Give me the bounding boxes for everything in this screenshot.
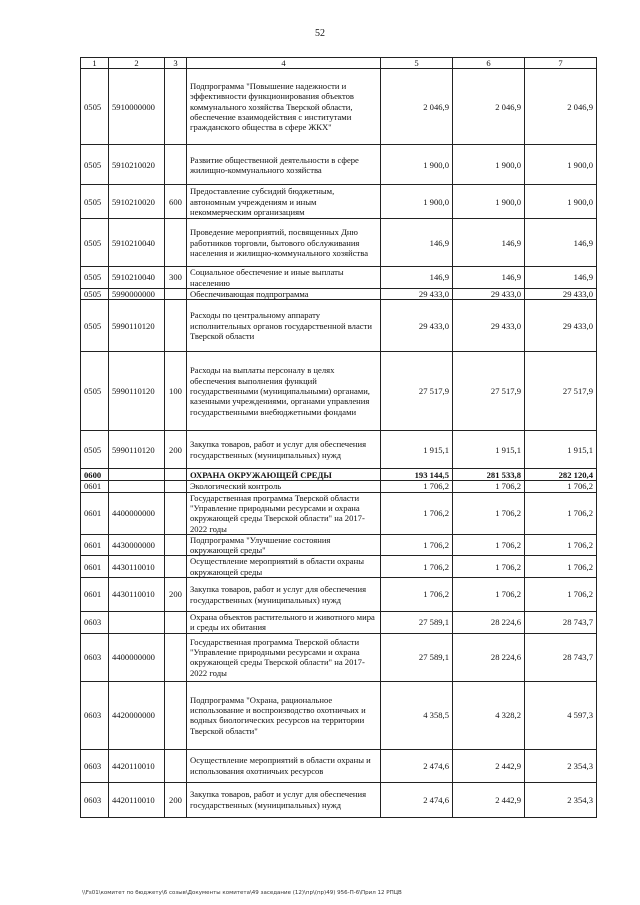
cell-value-year3: 28 743,7 [525, 612, 597, 634]
cell-value-year2: 2 442,9 [453, 749, 525, 782]
header-col-6: 6 [453, 58, 525, 69]
cell-target-article: 4430000000 [109, 534, 165, 556]
cell-target-article: 5910210020 [109, 185, 165, 219]
cell-value-year3: 1 900,0 [525, 145, 597, 185]
table-row [81, 267, 597, 289]
cell-section: 0603 [81, 681, 109, 749]
cell-value-year1: 2 474,6 [381, 782, 453, 817]
cell-value-year1: 1 900,0 [381, 185, 453, 219]
cell-value-year3: 2 354,3 [525, 749, 597, 782]
cell-value-year2: 28 224,6 [453, 633, 525, 681]
page-number: 52 [315, 28, 325, 39]
cell-section: 0505 [81, 219, 109, 267]
table-row [81, 185, 597, 219]
table-row [81, 69, 597, 145]
table-row [81, 681, 597, 749]
table-row [81, 145, 597, 185]
cell-expense-type: 100 [165, 352, 187, 431]
cell-section: 0505 [81, 185, 109, 219]
cell-target-article: 4430110010 [109, 578, 165, 612]
header-col-2: 2 [109, 58, 165, 69]
cell-value-year1: 1 706,2 [381, 481, 453, 492]
cell-section: 0603 [81, 612, 109, 634]
cell-value-year1: 4 358,5 [381, 681, 453, 749]
cell-section: 0603 [81, 782, 109, 817]
cell-description: Закупка товаров, работ и услуг для обеспечения государственных (муниципальных) нужд [187, 431, 381, 469]
cell-value-year3: 146,9 [525, 267, 597, 289]
cell-target-article [109, 481, 165, 492]
cell-section: 0505 [81, 300, 109, 352]
cell-value-year1: 27 517,9 [381, 352, 453, 431]
cell-value-year3: 2 046,9 [525, 69, 597, 145]
table-body [81, 69, 597, 817]
table-row [81, 556, 597, 578]
cell-value-year1: 29 433,0 [381, 288, 453, 299]
cell-value-year1: 1 706,2 [381, 556, 453, 578]
cell-target-article: 4430110010 [109, 556, 165, 578]
cell-description: Расходы по центральному аппарату исполнительных органов государственной власти Тверской области [187, 300, 381, 352]
cell-value-year1: 146,9 [381, 219, 453, 267]
cell-value-year2: 29 433,0 [453, 300, 525, 352]
cell-value-year1: 193 144,5 [381, 469, 453, 481]
cell-value-year1: 1 706,2 [381, 534, 453, 556]
cell-value-year2: 1 900,0 [453, 145, 525, 185]
cell-value-year3: 1 706,2 [525, 481, 597, 492]
cell-value-year2: 146,9 [453, 267, 525, 289]
cell-expense-type: 200 [165, 431, 187, 469]
cell-value-year2: 27 517,9 [453, 352, 525, 431]
cell-target-article: 4400000000 [109, 633, 165, 681]
cell-description: Государственная программа Тверской области "Управление природными ресурсами и охрана окружающей среды Тверской области" на 2017-2022 годы [187, 492, 381, 534]
cell-expense-type [165, 749, 187, 782]
cell-target-article: 5990110120 [109, 352, 165, 431]
cell-value-year1: 27 589,1 [381, 633, 453, 681]
cell-target-article: 5910210020 [109, 145, 165, 185]
cell-value-year2: 1 915,1 [453, 431, 525, 469]
cell-section: 0600 [81, 469, 109, 481]
cell-value-year3: 4 597,3 [525, 681, 597, 749]
cell-section: 0601 [81, 481, 109, 492]
cell-value-year2: 4 328,2 [453, 681, 525, 749]
cell-expense-type [165, 681, 187, 749]
table-row [81, 578, 597, 612]
table-row [81, 431, 597, 469]
file-path-footer: \\Fs01\комитет по бюджету\6 созыв\Документы комитета\49 заседание (12)\пр\(пр)49) 956-П-6\Прил 12 РПЦВ [82, 890, 402, 896]
cell-expense-type [165, 534, 187, 556]
cell-expense-type [165, 556, 187, 578]
cell-value-year3: 1 900,0 [525, 185, 597, 219]
cell-description: Охрана объектов растительного и животного мира и среды их обитания [187, 612, 381, 634]
header-col-1: 1 [81, 58, 109, 69]
cell-description: Социальное обеспечение и иные выплаты населению [187, 267, 381, 289]
table-row [81, 288, 597, 299]
cell-description: ОХРАНА ОКРУЖАЮЩЕЙ СРЕДЫ [187, 469, 381, 481]
cell-section: 0603 [81, 749, 109, 782]
cell-value-year2: 1 900,0 [453, 185, 525, 219]
cell-value-year2: 146,9 [453, 219, 525, 267]
cell-section: 0505 [81, 352, 109, 431]
cell-target-article [109, 612, 165, 634]
cell-value-year3: 1 706,2 [525, 556, 597, 578]
table-row [81, 481, 597, 492]
cell-value-year1: 1 915,1 [381, 431, 453, 469]
cell-expense-type [165, 481, 187, 492]
cell-expense-type [165, 288, 187, 299]
header-col-4: 4 [187, 58, 381, 69]
cell-value-year1: 1 706,2 [381, 578, 453, 612]
cell-description: Осуществление мероприятий в области охраны окружающей среды [187, 556, 381, 578]
table-row [81, 469, 597, 481]
cell-section: 0601 [81, 492, 109, 534]
cell-expense-type [165, 633, 187, 681]
cell-target-article: 5990110120 [109, 300, 165, 352]
cell-expense-type: 300 [165, 267, 187, 289]
cell-value-year3: 2 354,3 [525, 782, 597, 817]
cell-expense-type [165, 492, 187, 534]
cell-target-article: 5910000000 [109, 69, 165, 145]
cell-value-year2: 1 706,2 [453, 481, 525, 492]
header-col-7: 7 [525, 58, 597, 69]
table-row [81, 612, 597, 634]
cell-value-year3: 29 433,0 [525, 288, 597, 299]
cell-description: Обеспечивающая подпрограмма [187, 288, 381, 299]
cell-value-year2: 1 706,2 [453, 534, 525, 556]
cell-value-year3: 1 706,2 [525, 492, 597, 534]
header-col-3: 3 [165, 58, 187, 69]
cell-target-article: 4420000000 [109, 681, 165, 749]
budget-table [80, 57, 597, 818]
cell-description: Подпрограмма "Улучшение состояния окружающей среды" [187, 534, 381, 556]
cell-value-year3: 1 706,2 [525, 534, 597, 556]
cell-description: Расходы на выплаты персоналу в целях обеспечения выполнения функций государственными (муниципальными) органами, казенными учреждениями, органами управления государственными внебюджетными фондами [187, 352, 381, 431]
cell-value-year3: 1 706,2 [525, 578, 597, 612]
cell-target-article: 4400000000 [109, 492, 165, 534]
cell-section: 0505 [81, 145, 109, 185]
cell-target-article: 4420110010 [109, 749, 165, 782]
table-row [81, 782, 597, 817]
cell-value-year3: 27 517,9 [525, 352, 597, 431]
cell-target-article: 5910210040 [109, 267, 165, 289]
table-row [81, 219, 597, 267]
table-row [81, 633, 597, 681]
cell-target-article: 5990110120 [109, 431, 165, 469]
table-row [81, 749, 597, 782]
cell-value-year1: 27 589,1 [381, 612, 453, 634]
cell-value-year1: 1 706,2 [381, 492, 453, 534]
cell-description: Проведение мероприятий, посвященных Дню работников торговли, бытового обслуживания населения и жилищно-коммунального хозяйства [187, 219, 381, 267]
header-row [81, 58, 597, 69]
cell-expense-type: 600 [165, 185, 187, 219]
cell-value-year3: 282 120,4 [525, 469, 597, 481]
table-row [81, 492, 597, 534]
header-col-5: 5 [381, 58, 453, 69]
cell-section: 0505 [81, 431, 109, 469]
cell-section: 0505 [81, 69, 109, 145]
table-row [81, 534, 597, 556]
cell-value-year1: 1 900,0 [381, 145, 453, 185]
cell-expense-type [165, 145, 187, 185]
cell-description: Развитие общественной деятельности в сфере жилищно-коммунального хозяйства [187, 145, 381, 185]
cell-section: 0505 [81, 267, 109, 289]
cell-expense-type: 200 [165, 578, 187, 612]
cell-section: 0601 [81, 578, 109, 612]
cell-value-year2: 2 442,9 [453, 782, 525, 817]
cell-target-article: 4420110010 [109, 782, 165, 817]
cell-value-year1: 2 474,6 [381, 749, 453, 782]
cell-description: Закупка товаров, работ и услуг для обеспечения государственных (муниципальных) нужд [187, 578, 381, 612]
cell-value-year3: 28 743,7 [525, 633, 597, 681]
cell-value-year1: 2 046,9 [381, 69, 453, 145]
cell-description: Закупка товаров, работ и услуг для обеспечения государственных (муниципальных) нужд [187, 782, 381, 817]
cell-value-year3: 29 433,0 [525, 300, 597, 352]
cell-description: Подпрограмма "Повышение надежности и эффективности функционирования объектов коммунального хозяйства Тверской области, обеспечение взаимодействия с институтами гражданского общества в сфере ЖКХ" [187, 69, 381, 145]
cell-value-year2: 28 224,6 [453, 612, 525, 634]
cell-value-year3: 146,9 [525, 219, 597, 267]
cell-value-year3: 1 915,1 [525, 431, 597, 469]
cell-description: Подпрограмма "Охрана, рациональное использование и воспроизводство охотничьих и водных биологических ресурсов на территории Тверской области" [187, 681, 381, 749]
cell-expense-type: 200 [165, 782, 187, 817]
table-row [81, 352, 597, 431]
cell-expense-type [165, 219, 187, 267]
cell-value-year2: 281 533,8 [453, 469, 525, 481]
cell-section: 0505 [81, 288, 109, 299]
cell-value-year2: 1 706,2 [453, 578, 525, 612]
cell-description: Предоставление субсидий бюджетным, автономным учреждениям и иным некоммерческим организациям [187, 185, 381, 219]
cell-expense-type [165, 300, 187, 352]
cell-value-year2: 29 433,0 [453, 288, 525, 299]
cell-expense-type [165, 612, 187, 634]
cell-description: Осуществление мероприятий в области охраны и использования охотничьих ресурсов [187, 749, 381, 782]
cell-value-year1: 29 433,0 [381, 300, 453, 352]
cell-description: Экологический контроль [187, 481, 381, 492]
cell-section: 0601 [81, 556, 109, 578]
cell-value-year2: 1 706,2 [453, 556, 525, 578]
table-row [81, 300, 597, 352]
cell-section: 0603 [81, 633, 109, 681]
cell-value-year2: 1 706,2 [453, 492, 525, 534]
cell-description: Государственная программа Тверской области "Управление природными ресурсами и охрана окружающей среды Тверской области" на 2017-2022 годы [187, 633, 381, 681]
cell-expense-type [165, 69, 187, 145]
cell-section: 0601 [81, 534, 109, 556]
cell-expense-type [165, 469, 187, 481]
cell-target-article [109, 469, 165, 481]
cell-value-year2: 2 046,9 [453, 69, 525, 145]
cell-target-article: 5910210040 [109, 219, 165, 267]
cell-target-article: 5990000000 [109, 288, 165, 299]
cell-value-year1: 146,9 [381, 267, 453, 289]
